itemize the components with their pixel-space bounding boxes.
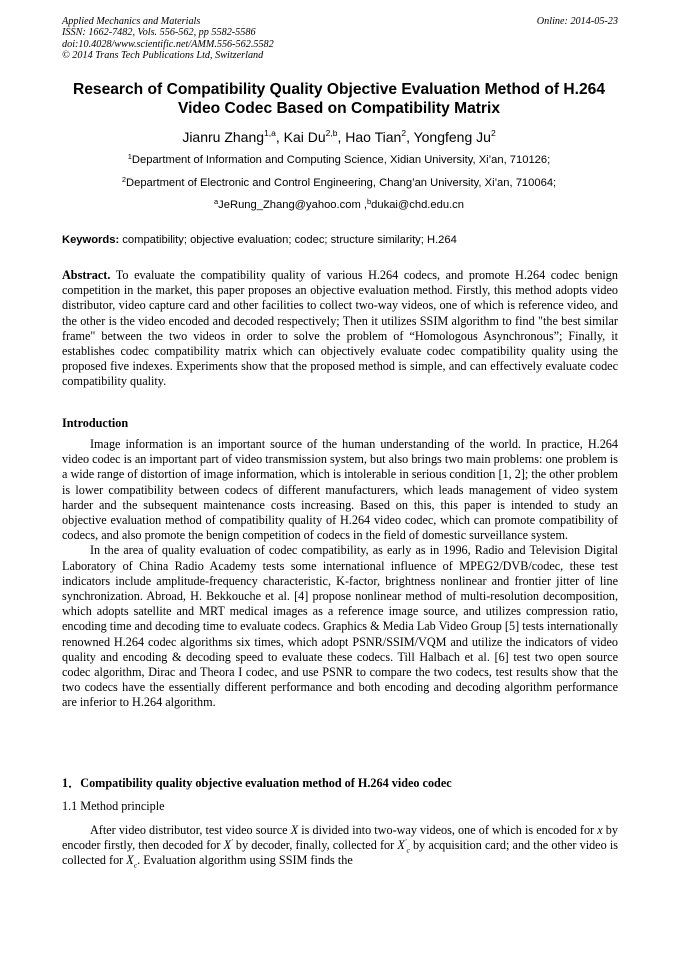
abstract (62, 268, 618, 390)
introduction-paragraph-2: In the area of quality evaluation of codec compatibility, as early as in 1996, Radio and Television Digital Laboratory of China Radio Academy tests some international influence of MPEG2/DVB/codec, these test indicators include amplitude-frequency characteristic, K-factor, brightness nonlinear and frontier jitter of line synchronization. Abroad, H. Bekkouche et al. [4] propose nonlinear method of multi-resolution decomposition, which adopts satellite and MRT medical images as a reference image source, and utilizes compression ratio, encoding time and decoding time to evaluate codecs. Graphics & Media Lab Video Group [5] tests internationally renowned H.264 codec algorithms six times, which adopt PSNR/SSIM/VQM and utilize the indicators of video quality and encoding & decoding speed to evaluate these codecs. Till Halbach et al. [6] test two open source codec algorithm, Dirac and Theora I codec, and use PSNR to compare the two codecs, test results show that the two codecs have the essentially different performance and both encoding and decoding algorithm performance are inferior to H.264 algorithm. (62, 543, 618, 710)
introduction-paragraph-1: Image information is an important source of the human understanding of the world. In practice, H.264 video codec is an important part of video transmission system, but also brings two main problems: one problem is a wide range of distortion of image information, which is intolerable in serious condition [1, 2]; the other problem is lower compatibility between codecs of different manufacturers, which leads management of video system harder and the subsequent maintenance costs increasing. Based on this, this paper is intended to study an objective evaluation method of compatibility quality of H.264 video codec, which can promote compatibility of codecs, and also promote the benign competition of codecs in the field of domestic surveillance system. (62, 437, 618, 543)
author-affiliation-mark: 2 (401, 128, 407, 138)
author-name: Hao Tian (345, 129, 402, 145)
subsection-1-1-heading: 1.1 Method principle (62, 799, 165, 813)
variable-X: X (290, 823, 299, 837)
variable-superscript: ' (231, 837, 233, 847)
keywords-label: Keywords: (62, 234, 120, 246)
journal-copyright: © 2014 Trans Tech Publications Ltd, Switzerland (62, 50, 264, 62)
author-name: Jianru Zhang (182, 129, 265, 145)
journal-name: Applied Mechanics and Materials (62, 16, 201, 27)
author-separator: , (337, 129, 346, 145)
online-date: Online: 2014-05-23 (536, 16, 618, 27)
variable-base: X (397, 838, 405, 853)
affiliation-text: Department of Electronic and Control Engineering, Chang’an University, Xi’an, 710064; (126, 177, 557, 189)
journal-doi: doi:10.4028/www.scientific.net/AMM.556-562.5582 (62, 38, 274, 50)
author-affiliation-mark: 2,b (325, 128, 338, 138)
author-name: Yongfeng Ju (413, 129, 491, 145)
variable-subscript: c (406, 845, 410, 855)
author-affiliation-mark: 1,a (264, 128, 276, 138)
variable-X-c-prime (397, 837, 410, 855)
keywords (62, 233, 618, 247)
journal-issn: ISSN: 1662-7482, Vols. 556-562, pp 5582-5586 (62, 27, 256, 39)
affiliation-1 (40, 153, 638, 167)
email-link[interactable]: JeRung_Zhang@yahoo.com , (218, 199, 367, 211)
text-run: by acquisition card; and the other video is collected for (62, 838, 618, 868)
author-list (40, 128, 638, 146)
author-emails (40, 198, 638, 212)
variable-superscript: ' (404, 837, 407, 847)
variable-X-prime (224, 838, 233, 852)
affiliation-text: Department of Information and Computing Science, Xidian University, Xi’an, 710126; (131, 154, 551, 166)
email-link[interactable]: dukai@chd.edu.cn (371, 199, 464, 211)
text-run: is divided into two-way videos, one of which is encoded for (298, 823, 598, 837)
author-name: Kai Du (283, 129, 326, 145)
paper-title-line-1: Research of Compatibility Quality Objective Evaluation Method of H.264 (72, 81, 606, 98)
variable-base: X (223, 838, 232, 853)
author-separator: , (406, 129, 414, 145)
text-run: by encoder firstly, then decoded for (62, 823, 618, 853)
introduction-body (62, 437, 618, 711)
email-mark: a (214, 197, 219, 206)
email-mark: b (366, 197, 372, 206)
variable-subscript: c (133, 860, 138, 870)
variable-base: X (126, 853, 134, 868)
text-run: by decoder, finally, collected for (232, 838, 398, 853)
section-1-1-body (62, 823, 618, 869)
affiliation-mark: 1 (127, 152, 132, 161)
paper-title (40, 80, 638, 118)
affiliation-2 (40, 176, 638, 190)
text-run: . Evaluation algorithm using SSIM finds the (137, 853, 353, 868)
author-affiliation-mark: 2 (490, 128, 496, 138)
variable-x: x (597, 823, 603, 837)
abstract-label: Abstract. (62, 268, 111, 282)
text-run: After video distributor, test video source (90, 823, 291, 837)
method-principle-paragraph (62, 823, 618, 869)
introduction-heading: Introduction (62, 416, 129, 430)
affiliation-mark: 2 (121, 175, 127, 184)
keywords-text: compatibility; objective evaluation; codec; structure similarity; H.264 (119, 234, 457, 246)
author-separator: , (275, 129, 284, 145)
section-1-heading: 1．Compatibility quality objective evaluation method of H.264 video codec (62, 776, 452, 790)
paper-title-line-2: Video Codec Based on Compatibility Matrix (177, 100, 501, 117)
journal-header (62, 16, 618, 62)
variable-X-c (126, 853, 138, 870)
abstract-text: To evaluate the compatibility quality of various H.264 codecs, and promote H.264 codec benign competition in the market, this paper proposes an objective evaluation method. Firstly, this method adopts video distributor, video capture card and other facilities to collect two-way videos, one of which is reference video, and the other is the video encoded and decoded respectively; Then it utilizes SSIM algorithm to find "the best similar frame" between the two videos in order to solve the problem of “Homologous Asynchronous”; Finally, it establishes codec compatibility matrix which can objectively evaluate codec compatibility quality using the proposed five indexes. Experiments show that the proposed method is simple, and can effectively evaluate codec compatibility quality. (62, 268, 618, 389)
